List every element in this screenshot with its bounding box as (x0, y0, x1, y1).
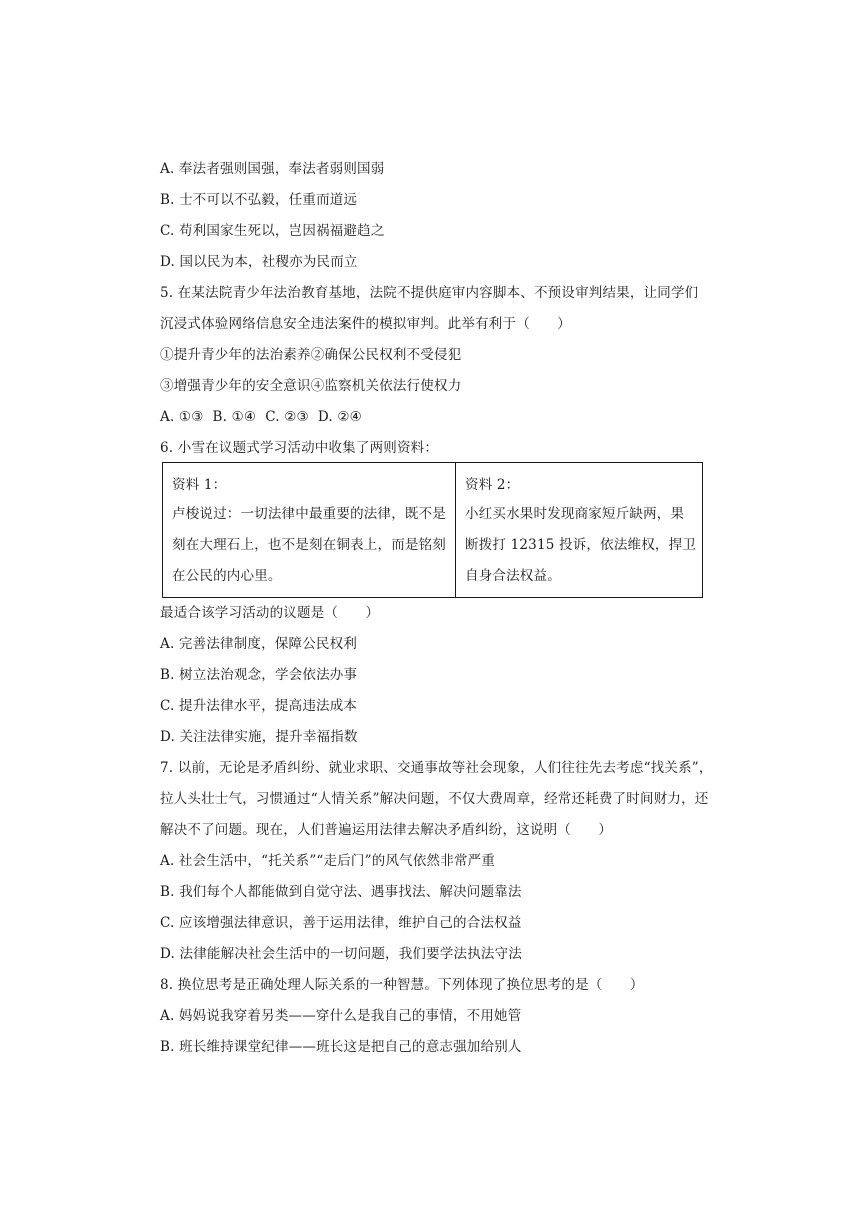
q7-option-b: B. 我们每个人都能做到自觉守法、遇事找法、解决问题靠法 (160, 884, 522, 900)
q4-option-a: A. 奉法者强则国强，奉法者弱则国弱 (160, 161, 385, 177)
q4-option-c: C. 苟利国家生死以，岂因祸福避趋之 (160, 223, 385, 239)
q7-option-c: C. 应该增强法律意识，善于运用法律，维护自己的合法权益 (160, 915, 522, 931)
q7-stem-line-1: 7. 以前，无论是矛盾纠纷、就业求职、交通事故等社会现象，人们往往先去考虑“找关系”， (160, 760, 713, 776)
q6-option-b: B. 树立法治观念，学会依法办事 (160, 667, 358, 683)
q6-option-d: D. 关注法律实施，提升幸福指数 (160, 729, 358, 745)
q4-option-b: B. 士不可以不弘毅，任重而道远 (160, 192, 358, 208)
q5-statements-line-1: ①提升青少年的法治素养②确保公民权利不受侵犯 (160, 347, 462, 363)
material-1-line-3: 在公民的内心里。 (172, 568, 282, 584)
material-1-line-2: 刻在大理石上，也不是刻在铜表上，而是铭刻 (172, 537, 446, 553)
q5-options: A. ①③ B. ①④ C. ②③ D. ②④ (160, 409, 362, 425)
material-1-title: 资料 1： (172, 477, 227, 493)
material-1-cell (163, 463, 456, 597)
q5-statements-line-2: ③增强青少年的安全意识④监察机关依法行使权力 (160, 378, 462, 394)
material-2-line-1: 小红买水果时发现商家短斤缺两，果 (465, 506, 685, 522)
material-2-line-3: 自身合法权益。 (465, 568, 561, 584)
material-1-line-1: 卢梭说过：一切法律中最重要的法律，既不是 (172, 506, 446, 522)
q8-stem: 8. 换位思考是正确处理人际关系的一种智慧。下列体现了换位思考的是（ ） (160, 977, 644, 993)
q6-option-c: C. 提升法律水平，提高违法成本 (160, 698, 358, 714)
q5-stem-line-2: 沉浸式体验网络信息安全违法案件的模拟审判。此举有利于（ ） (160, 316, 571, 332)
q8-option-a: A. 妈妈说我穿着另类——穿什么是我自己的事情，不用她管 (160, 1008, 522, 1024)
material-2-title: 资料 2： (465, 477, 520, 493)
q7-stem-line-2: 拉人头壮士气，习惯通过“人情关系”解决问题，不仅大费周章，经常还耗费了时间财力，还 (160, 791, 709, 807)
q5-stem-line-1: 5. 在某法院青少年法治教育基地，法院不提供庭审内容脚本、不预设审判结果，让同学们 (160, 285, 699, 301)
q7-option-d: D. 法律能解决社会生活中的一切问题，我们要学法执法守法 (160, 946, 523, 962)
q6-option-a: A. 完善法律制度，保障公民权利 (160, 636, 358, 652)
material-2-cell (456, 463, 705, 597)
q8-option-b: B. 班长维持课堂纪律——班长这是把自己的意志强加给别人 (160, 1039, 522, 1055)
q7-option-a: A. 社会生活中，“托关系”“走后门”的风气依然非常严重 (160, 853, 496, 869)
q7-stem-line-3: 解决不了问题。现在，人们普遍运用法律去解决矛盾纠纷，这说明（ ） (160, 822, 613, 838)
materials-table (162, 462, 703, 598)
q4-option-d: D. 国以民为本，社稷亦为民而立 (160, 254, 358, 270)
q6-stem: 6. 小雪在议题式学习活动中收集了两则资料： (160, 440, 439, 456)
material-2-line-2: 断拨打 12315 投诉，依法维权，捍卫 (465, 537, 697, 553)
q6-question: 最适合该学习活动的议题是（ ） (160, 605, 380, 621)
